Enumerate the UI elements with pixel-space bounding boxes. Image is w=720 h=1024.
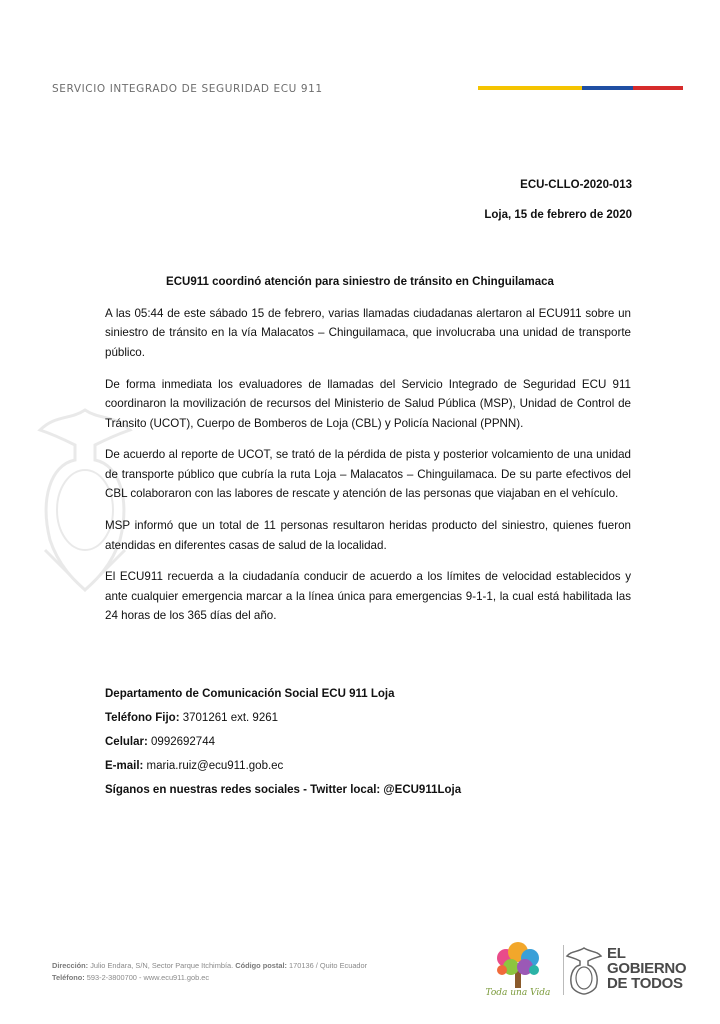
logo-caption: Toda una Vida	[485, 988, 551, 998]
footer-postal-value: 170136 / Quito Ecuador	[289, 961, 368, 970]
paragraph-2: De forma inmediata los evaluadores de llamadas del Servicio Integrado de Seguridad ECU 911 coordinaron la movilización de recursos del Ministerio de Salud Pública (MSP), Unidad de Control de Tránsito (UCOT), Cuerpo de Bomberos de Loja (CBL) y Policía Nacional (PPNN).	[105, 377, 631, 430]
email-value[interactable]: maria.ruiz@ecu911.gob.ec	[146, 760, 284, 772]
contact-department: Departamento de Comunicación Social ECU 911 Loja	[105, 688, 395, 700]
organization-header: SERVICIO INTEGRADO DE SEGURIDAD ECU 911	[52, 83, 323, 95]
paragraph-4: MSP informó que un total de 11 personas resultaron heridas producto del siniestro, quienes fueron atendidas en diferentes casas de salud de la localidad.	[105, 519, 631, 552]
gov-line-2: GOBIERNO	[607, 960, 687, 977]
mobile-label: Celular:	[105, 736, 148, 748]
footer-address-label: Dirección:	[52, 961, 89, 970]
flag-red-stripe	[633, 86, 683, 90]
document-title: ECU911 coordinó atención para siniestro de tránsito en Chinguilamaca	[166, 276, 554, 288]
footer-phone-value: 593-2-3800700 - www.ecu911.gob.ec	[86, 973, 210, 982]
footer-phone-label: Teléfono:	[52, 973, 85, 982]
footer-postal-label: Código postal:	[235, 961, 287, 970]
flag-blue-stripe	[582, 86, 633, 90]
email-label: E-mail:	[105, 760, 144, 772]
contact-block	[105, 686, 461, 806]
footer-address	[52, 960, 367, 984]
document-code: ECU-CLLO-2020-013	[520, 179, 632, 191]
gov-line-1: EL	[607, 945, 626, 962]
phone-label: Teléfono Fijo:	[105, 712, 180, 724]
document-body	[105, 304, 631, 638]
footer-divider	[563, 945, 564, 995]
phone-value: 3701261 ext. 9261	[182, 712, 279, 724]
ecuador-seal-icon	[565, 945, 603, 995]
toda-una-vida-tree-icon	[478, 940, 558, 1012]
paragraph-3: De acuerdo al reporte de UCOT, se trató de la pérdida de pista y posterior volcamiento de una unidad de transporte público que cubría la ruta Loja – Malacatos – Chinguilamaca. De su parte efectivos del CBL colaboraron con las labores de rescate y atención de las personas que viajaban en el vehículo.	[105, 448, 631, 501]
gobierno-logo-text	[607, 946, 686, 991]
paragraph-1: A las 05:44 de este sábado 15 de febrero, varias llamadas ciudadanas alertaron al ECU911 sobre un siniestro de tránsito en la vía Malacatos – Chinguilamaca, que involucraba una unidad de transporte público.	[105, 307, 631, 359]
gov-line-3: DE TODOS	[607, 975, 683, 992]
flag-color-bar	[478, 86, 683, 90]
mobile-value: 0992692744	[151, 736, 215, 748]
social-media-line: Síganos en nuestras redes sociales - Twitter local: @ECU911Loja	[105, 784, 462, 796]
document-date: Loja, 15 de febrero de 2020	[484, 209, 632, 221]
flag-yellow-stripe	[478, 86, 582, 90]
paragraph-5: El ECU911 recuerda a la ciudadanía conducir de acuerdo a los límites de velocidad establecidos y ante cualquier emergencia marcar a la línea única para emergencias 9-1-1, la cual está habilitada las 24 horas de los 365 días del año.	[105, 570, 631, 623]
footer-address-value: Julio Endara, S/N, Sector Parque Itchimbía.	[90, 961, 234, 970]
